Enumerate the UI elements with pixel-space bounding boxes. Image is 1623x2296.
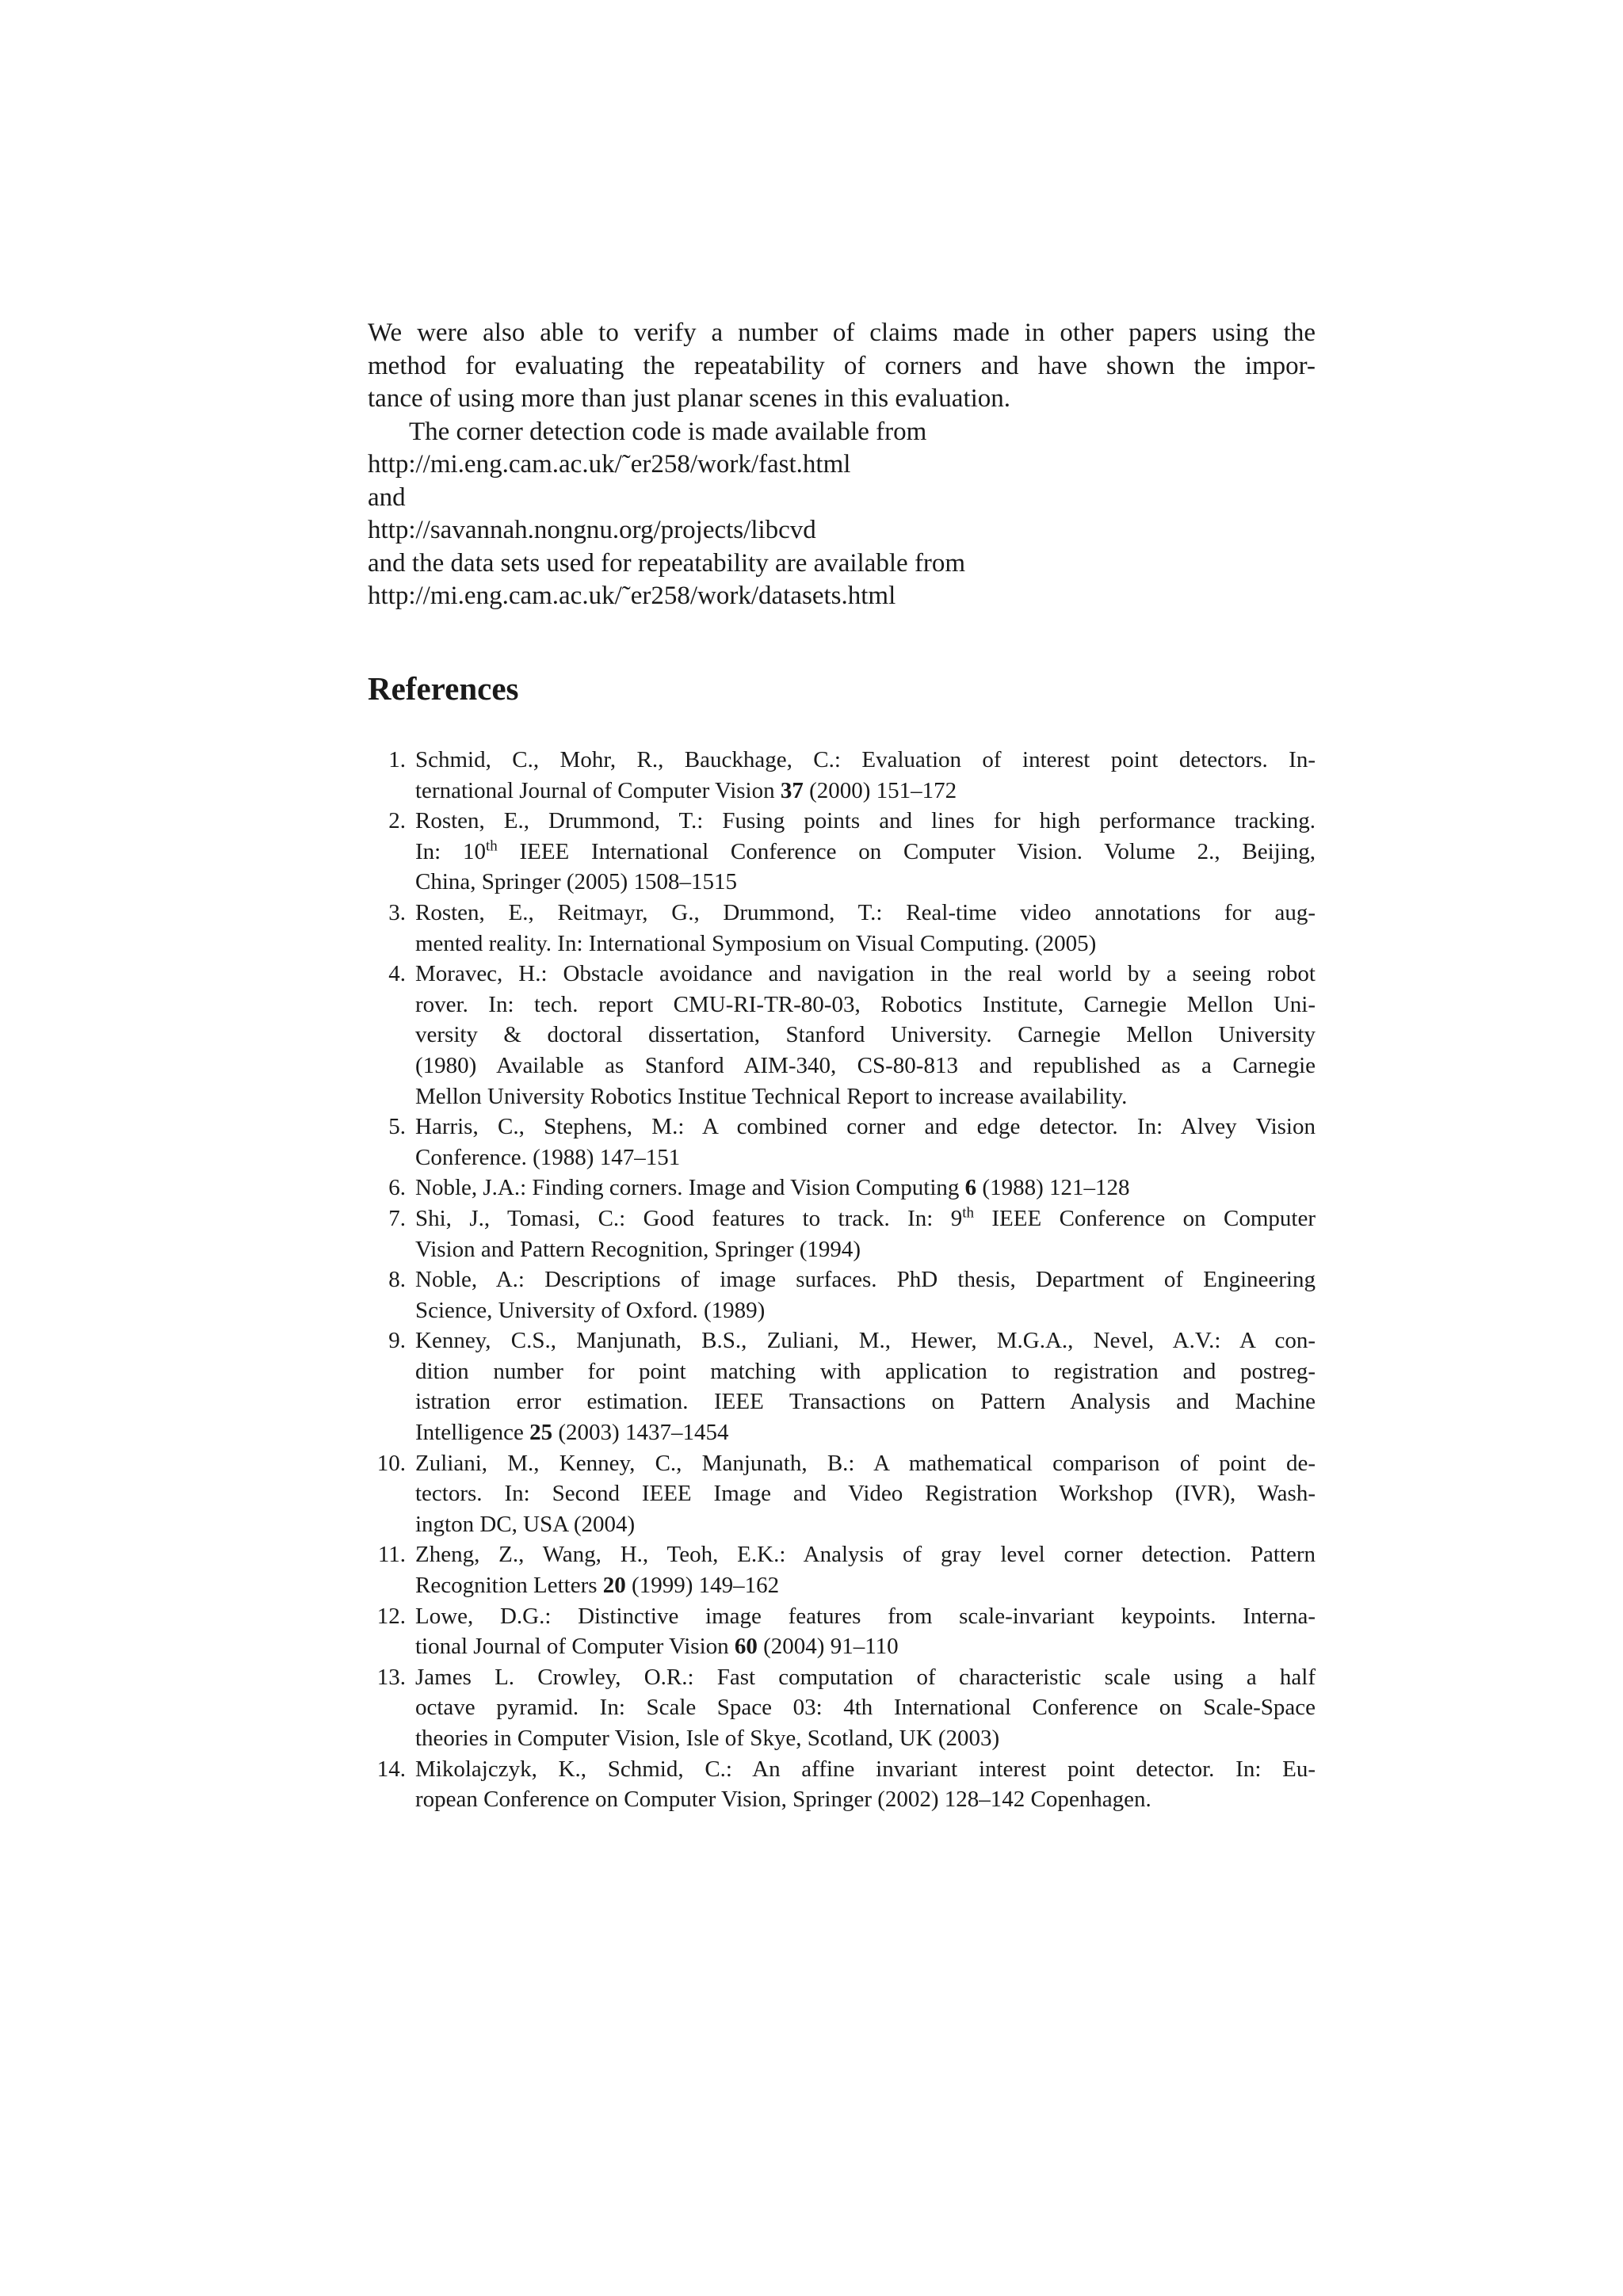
- reference-line: istration error estimation. IEEE Transactions on Pattern Analysis and Machine: [415, 1389, 1316, 1415]
- reference-line: Kenney, C.S., Manjunath, B.S., Zuliani, M., Hewer, M.G.A., Nevel, A.V.: A con-: [415, 1328, 1316, 1354]
- reference-line: Mikolajczyk, K., Schmid, C.: An affine invariant interest point detector. In: Eu-: [415, 1756, 1316, 1782]
- volume-number: 25: [529, 1420, 553, 1446]
- reference-line: Vision and Pattern Recognition, Springer (1994): [415, 1236, 861, 1262]
- reference-line: theories in Computer Vision, Isle of Skye, Scotland, UK (2003): [415, 1726, 1000, 1751]
- reference-item: [368, 1754, 1316, 1815]
- reference-number: 1.: [388, 747, 406, 772]
- volume-number: 60: [734, 1634, 758, 1660]
- reference-line: ropean Conference on Computer Vision, Springer (2002) 128–142 Copenhagen.: [415, 1787, 1151, 1813]
- availability-line: and the data sets used for repeatability are available from: [368, 548, 966, 578]
- reference-line: Recognition Letters 20 (1999) 149–162: [415, 1573, 780, 1599]
- ordinal-suffix: th: [962, 1204, 975, 1222]
- ordinal-suffix: th: [485, 837, 498, 855]
- reference-item: [368, 1264, 1316, 1325]
- reference-line: ington DC, USA (2004): [415, 1511, 636, 1537]
- reference-line: Science, University of Oxford. (1989): [415, 1297, 766, 1323]
- reference-item: [368, 1448, 1316, 1540]
- conclusion-paragraph: [368, 317, 1316, 416]
- reference-line: (1980) Available as Stanford AIM-340, CS-80-813 and republished as a Carnegie: [415, 1052, 1316, 1078]
- availability-line: and: [368, 482, 406, 512]
- reference-item: [368, 1662, 1316, 1754]
- reference-line: China, Springer (2005) 1508–1515: [415, 869, 737, 895]
- reference-number: 11.: [377, 1542, 406, 1568]
- reference-number: 3.: [388, 899, 406, 925]
- reference-line: tectors. In: Second IEEE Image and Video Registration Workshop (IVR), Wash-: [415, 1481, 1316, 1507]
- reference-line: octave pyramid. In: Scale Space 03: 4th International Conference on Scale-Space: [415, 1695, 1316, 1721]
- reference-number: 4.: [388, 961, 406, 987]
- reference-number: 10.: [376, 1450, 406, 1476]
- url-libcvd: http://savannah.nongnu.org/projects/libcvd: [368, 516, 816, 544]
- reference-line: Conference. (1988) 147–151: [415, 1144, 681, 1170]
- reference-line: rover. In: tech. report CMU-RI-TR-80-03, Robotics Institute, Carnegie Mellon Uni-: [415, 991, 1316, 1017]
- reference-number: 13.: [376, 1664, 406, 1690]
- reference-item: [368, 898, 1316, 959]
- reference-item: [368, 745, 1316, 806]
- reference-item: [368, 1539, 1316, 1600]
- volume-number: 6: [964, 1175, 977, 1201]
- url-datasets: http://mi.eng.cam.ac.uk/˜er258/work/datasets.html: [368, 582, 896, 610]
- reference-line: Schmid, C., Mohr, R., Bauckhage, C.: Evaluation of interest point detectors. In-: [415, 747, 1316, 772]
- reference-line: Noble, A.: Descriptions of image surfaces. PhD thesis, Department of Engineering: [415, 1267, 1316, 1293]
- reference-line: Lowe, D.G.: Distinctive image features from scale-invariant keypoints. Interna-: [415, 1603, 1316, 1629]
- reference-line: Zheng, Z., Wang, H., Teoh, E.K.: Analysis of gray level corner detection. Pattern: [415, 1542, 1316, 1568]
- paragraph-line: method for evaluating the repeatability of corners and have shown the impor-: [368, 351, 1316, 380]
- reference-number: 9.: [388, 1328, 406, 1354]
- reference-line: Rosten, E., Reitmayr, G., Drummond, T.: Real-time video annotations for aug-: [415, 899, 1316, 925]
- availability-line: The corner detection code is made available from: [409, 417, 927, 446]
- reference-item: [368, 1601, 1316, 1662]
- reference-line: Noble, J.A.: Finding corners. Image and Vision Computing 6 (1988) 121–128: [415, 1175, 1130, 1201]
- reference-line: Shi, J., Tomasi, C.: Good features to track. In: 9th IEEE Conference on Computer: [415, 1204, 1316, 1231]
- reference-line: ternational Journal of Computer Vision 37 (2000) 151–172: [415, 777, 957, 803]
- reference-number: 14.: [376, 1756, 406, 1782]
- reference-line: dition number for point matching with application to registration and postreg-: [415, 1358, 1316, 1384]
- reference-item: [368, 806, 1316, 898]
- reference-number: 8.: [388, 1267, 406, 1293]
- url-fast: http://mi.eng.cam.ac.uk/˜er258/work/fast.html: [368, 450, 851, 479]
- availability-paragraph: [368, 416, 1316, 613]
- reference-line: In: 10th IEEE International Conference on Computer Vision. Volume 2., Beijing,: [415, 837, 1316, 864]
- reference-number: 7.: [388, 1205, 406, 1231]
- reference-line: James L. Crowley, O.R.: Fast computation of characteristic scale using a half: [415, 1664, 1316, 1690]
- volume-number: 37: [780, 777, 804, 803]
- reference-item: [368, 1173, 1316, 1203]
- reference-line: Harris, C., Stephens, M.: A combined corner and edge detector. In: Alvey Vision: [415, 1114, 1316, 1140]
- reference-line: Rosten, E., Drummond, T.: Fusing points and lines for high performance tracking.: [415, 808, 1316, 834]
- paragraph-line: tance of using more than just planar scenes in this evaluation.: [368, 384, 1011, 413]
- reference-line: Intelligence 25 (2003) 1437–1454: [415, 1420, 729, 1446]
- reference-number: 12.: [376, 1603, 406, 1629]
- reference-number: 5.: [388, 1114, 406, 1140]
- page-content: [368, 317, 1316, 1813]
- reference-line: Moravec, H.: Obstacle avoidance and navigation in the real world by a seeing robot: [415, 961, 1316, 987]
- reference-number: 2.: [388, 808, 406, 834]
- reference-line: versity & doctoral dissertation, Stanford University. Carnegie Mellon University: [415, 1022, 1316, 1048]
- references-list: [368, 745, 1316, 1815]
- volume-number: 20: [602, 1573, 626, 1599]
- reference-item: [368, 1203, 1316, 1264]
- reference-line: Mellon University Robotics Institue Technical Report to increase availability.: [415, 1083, 1128, 1109]
- reference-line: mented reality. In: International Symposium on Visual Computing. (2005): [415, 930, 1097, 956]
- reference-line: tional Journal of Computer Vision 60 (2004) 91–110: [415, 1634, 899, 1660]
- reference-item: [368, 959, 1316, 1112]
- reference-line: Zuliani, M., Kenney, C., Manjunath, B.: A mathematical comparison of point de-: [415, 1450, 1316, 1476]
- reference-item: [368, 1325, 1316, 1447]
- reference-item: [368, 1112, 1316, 1173]
- paragraph-line: We were also able to verify a number of claims made in other papers using the: [368, 318, 1316, 347]
- references-heading: References: [368, 670, 519, 707]
- reference-number: 6.: [388, 1175, 406, 1201]
